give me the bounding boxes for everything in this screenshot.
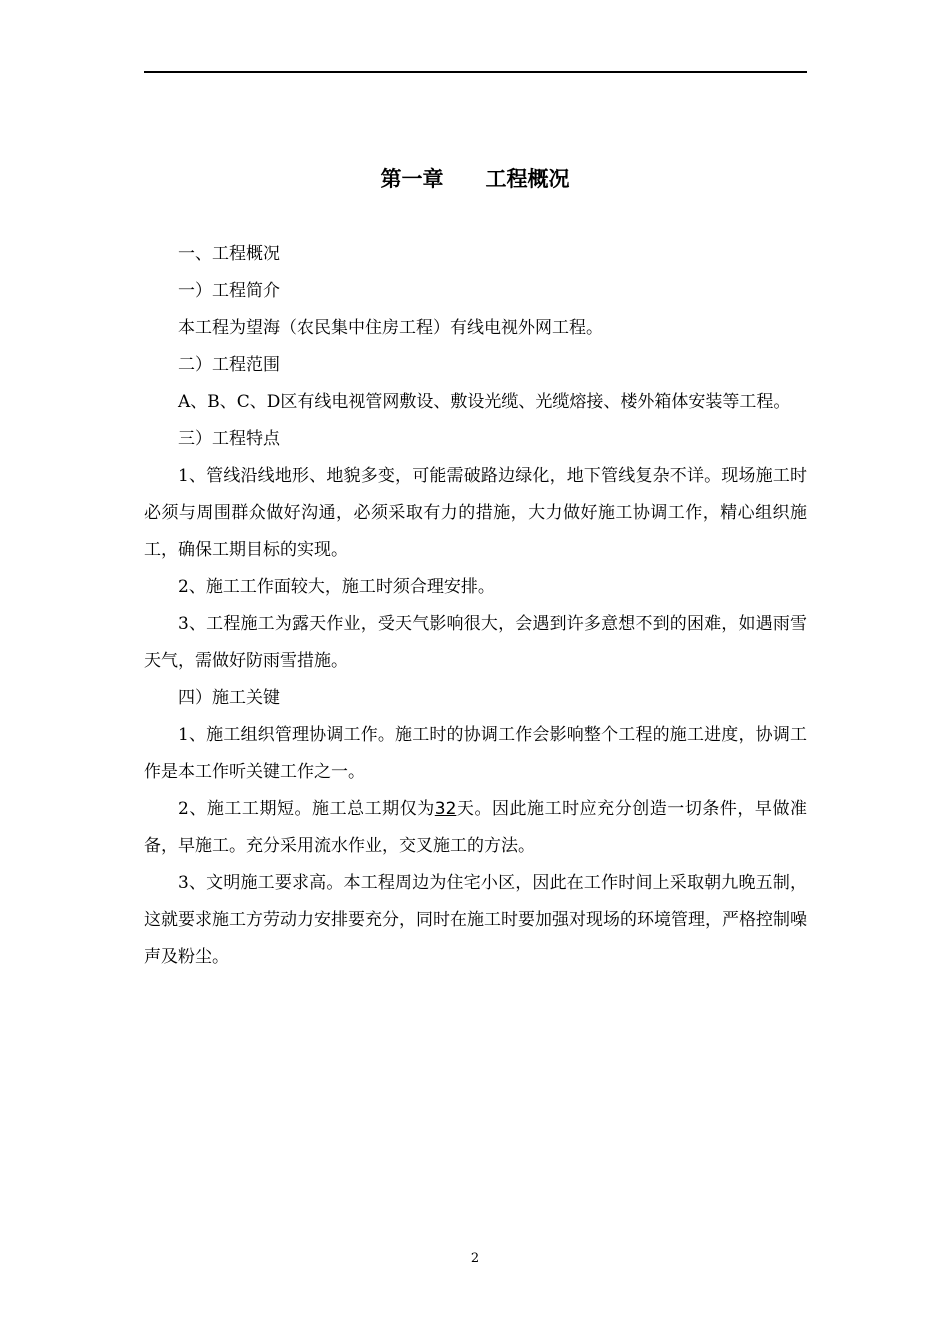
document-body [144,236,807,976]
header-rule [144,71,807,73]
subsection-heading-introduction: 一）工程简介 [178,281,280,301]
construction-days-value: 32 [434,799,457,819]
subsection-heading-scope: 二）工程范围 [178,355,280,375]
key-point-2-after: 天。因此施工时应充分创造一切条件，早做准备，早施工。充分采用流水作业，交叉施工的方法。 [144,799,807,856]
subsection-heading-key-points: 四）施工关键 [178,688,280,708]
characteristic-item-2: 2、施工工作面较大，施工时须合理安排。 [178,577,495,597]
chapter-title: 第一章 工程概况 [380,167,570,191]
key-point-item-3: 3、文明施工要求高。本工程周边为住宅小区，因此在工作时间上采取朝九晚五制，这就要求施工方劳动力安排要充分，同时在施工时要加强对现场的环境管理，严格控制噪声及粉尘。 [144,873,807,967]
key-point-2-before: 2、施工工期短。施工总工期仅为 [178,799,435,819]
characteristic-item-1: 1、管线沿线地形、地貌多变，可能需破路边绿化，地下管线复杂不详。现场施工时必须与周围群众做好沟通，必须采取有力的措施，大力做好施工协调工作，精心组织施工，确保工期目标的实现。 [144,466,807,560]
introduction-paragraph: 本工程为望海（农民集中住房工程）有线电视外网工程。 [178,318,603,338]
section-heading-overview: 一、工程概况 [178,244,280,264]
key-point-item-1: 1、施工组织管理协调工作。施工时的协调工作会影响整个工程的施工进度，协调工作是本工作听关键工作之一。 [144,725,807,782]
page-number: 2 [470,1251,480,1266]
key-point-item-2 [144,791,807,865]
scope-paragraph: A、B、C、D区有线电视管网敷设、敷设光缆、光缆熔接、楼外箱体安装等工程。 [178,392,791,412]
subsection-heading-characteristics: 三）工程特点 [178,429,280,449]
characteristic-item-3: 3、工程施工为露天作业，受天气影响很大，会遇到许多意想不到的困难，如遇雨雪天气，需做好防雨雪措施。 [144,614,807,671]
